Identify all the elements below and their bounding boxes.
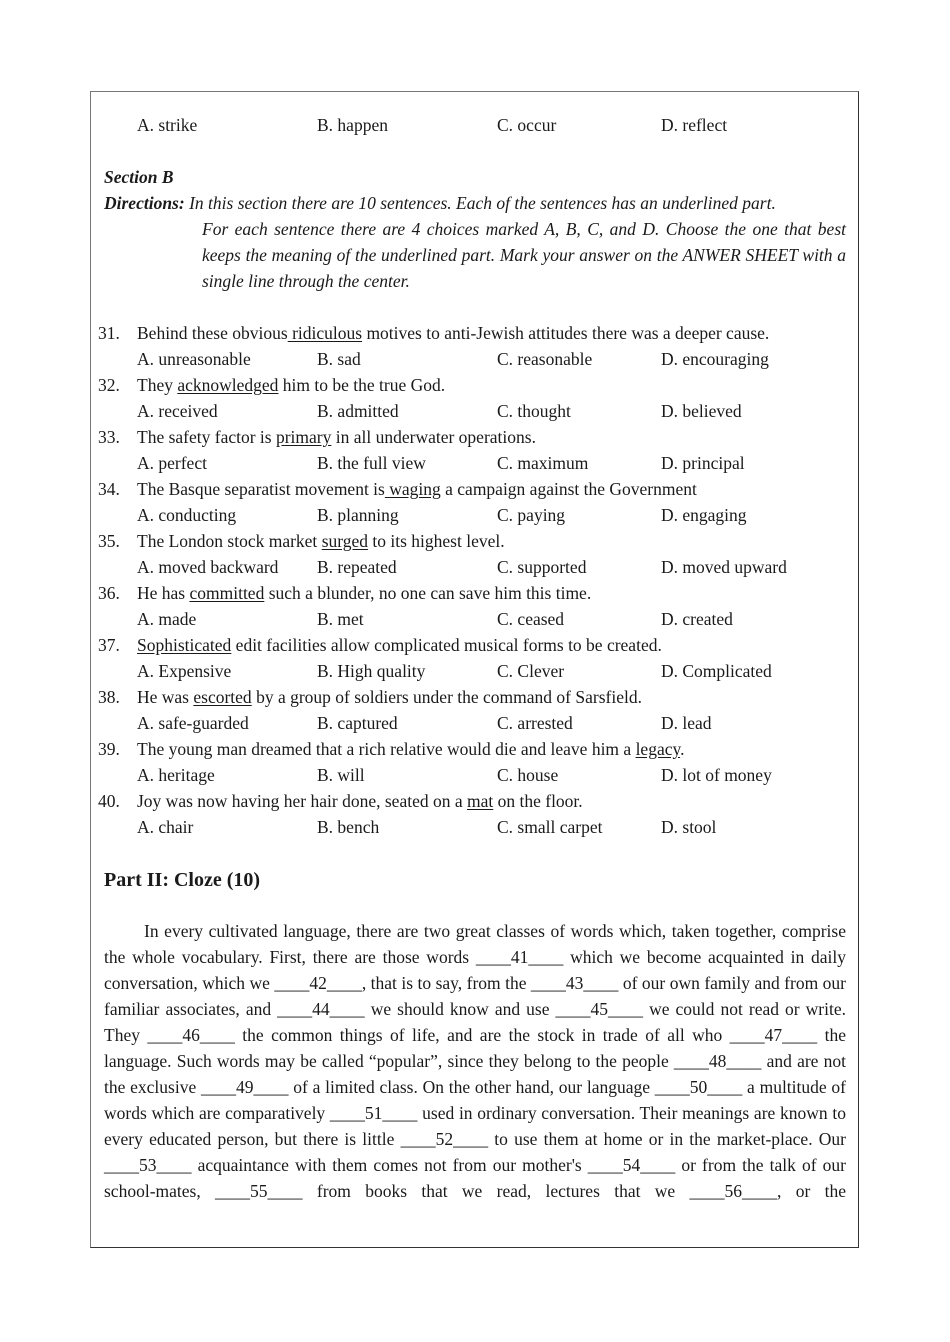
cloze-paragraph: In every cultivated language, there are two great classes of words which, taken together, comprise the whole vocabulary. First, there are those words ____41____ which we become acquainted in daily conversation, which we ____42____, that is to say, from the ____43____ of our own family and from our familiar associates, and ____44____ we should know and use ____45____ we could not read or write. They ____46____ the common things of life, and are the stock in trade of all who ____47____ the language. Such words may be called “popular”, since they belong to the people ____48____ and are not the exclusive ____49____ of a limited class. On the other hand, our language ____50____ a multitude of words which are comparatively ____51____ used in ordinary conversation. Their meanings are known to every educated person, but there is little ____52____ to use them at home or in the market-place. Our ____53____ acquaintance with them comes not from our mother's ____54____ or from the talk of our school-mates, ____55____ from books that we read, lectures that we ____56____, or the [104, 921, 846, 1201]
option-b[interactable]: B. planning [317, 505, 399, 525]
question-text-after: in all underwater operations. [331, 427, 536, 447]
option-c[interactable]: C. supported [497, 557, 587, 577]
section-b-directions [104, 190, 846, 294]
answer-options [91, 658, 858, 684]
question-number: 31. [98, 323, 120, 343]
answer-options [91, 710, 858, 736]
question-text-before: The Basque separatist movement is [137, 479, 385, 499]
option-d[interactable]: D. encouraging [661, 349, 769, 369]
question-text-after: to its highest level. [368, 531, 505, 551]
option-a[interactable]: A. safe-guarded [137, 713, 249, 733]
answer-options [91, 554, 858, 580]
option-c[interactable]: C. Clever [497, 661, 565, 681]
option-c: C. occur [497, 115, 557, 135]
underlined-word: ridiculous [287, 323, 363, 343]
directions-rest: For each sentence there are 4 choices marked A, B, C, and D. Choose the one that best keeps the meaning of the underlined part. Mark your answer on the ANWER SHEET with a single line through the center. [202, 219, 846, 291]
question-text-before: He was [137, 687, 194, 707]
question-text-before: The young man dreamed that a rich relative would die and leave him a [137, 739, 636, 759]
option-a[interactable]: A. received [137, 401, 218, 421]
option-b: B. happen [317, 115, 388, 135]
question-text-before: Behind these obvious [137, 323, 288, 343]
option-d[interactable]: D. lead [661, 713, 712, 733]
option-b[interactable]: B. met [317, 609, 364, 629]
part-2-title: Part II: Cloze (10) [104, 869, 261, 891]
exam-page [90, 91, 859, 1248]
option-a[interactable]: A. moved backward [137, 557, 279, 577]
option-a[interactable]: A. heritage [137, 765, 215, 785]
underlined-word: waging [384, 479, 441, 499]
question-number: 40. [98, 791, 120, 811]
question-item [91, 320, 858, 346]
question-text-after: . [680, 739, 685, 759]
option-b[interactable]: B. captured [317, 713, 398, 733]
underlined-word: Sophisticated [137, 635, 232, 655]
option-b[interactable]: B. High quality [317, 661, 426, 681]
option-d: D. reflect [661, 115, 728, 135]
option-c[interactable]: C. ceased [497, 609, 565, 629]
option-d[interactable]: D. engaging [661, 505, 747, 525]
question-number: 33. [98, 427, 120, 447]
answer-options [91, 762, 858, 788]
directions-first-line: In this section there are 10 sentences. Each of the sentences has an underlined part. [189, 193, 776, 213]
question-item [91, 632, 858, 658]
question-text [137, 476, 697, 502]
option-a[interactable]: A. made [137, 609, 197, 629]
option-c[interactable]: C. reasonable [497, 349, 593, 369]
option-c[interactable]: C. paying [497, 505, 566, 525]
question-item [91, 372, 858, 398]
answer-options [91, 606, 858, 632]
answer-options [91, 450, 858, 476]
option-c[interactable]: C. small carpet [497, 817, 603, 837]
question-item [91, 684, 858, 710]
option-d[interactable]: D. lot of money [661, 765, 772, 785]
answer-options [91, 502, 858, 528]
prev-question-options [91, 112, 858, 138]
question-number: 37. [98, 635, 120, 655]
question-text [137, 632, 662, 658]
option-c[interactable]: C. maximum [497, 453, 589, 473]
option-d[interactable]: D. moved upward [661, 557, 787, 577]
question-item [91, 528, 858, 554]
option-b[interactable]: B. the full view [317, 453, 426, 473]
option-b[interactable]: B. repeated [317, 557, 397, 577]
option-a[interactable]: A. Expensive [137, 661, 232, 681]
option-c[interactable]: C. arrested [497, 713, 573, 733]
question-text-after: a campaign against the Government [440, 479, 697, 499]
option-b[interactable]: B. admitted [317, 401, 399, 421]
option-a[interactable]: A. chair [137, 817, 194, 837]
option-b[interactable]: B. will [317, 765, 365, 785]
option-c[interactable]: C. thought [497, 401, 571, 421]
option-d[interactable]: D. believed [661, 401, 742, 421]
question-text [137, 528, 505, 554]
option-c[interactable]: C. house [497, 765, 559, 785]
question-text-after: motives to anti-Jewish attitudes there was a deeper cause. [362, 323, 770, 343]
underlined-word: legacy [635, 739, 681, 759]
underlined-word: surged [321, 531, 369, 551]
question-number: 34. [98, 479, 120, 499]
option-d[interactable]: D. principal [661, 453, 745, 473]
question-text-before: He has [137, 583, 190, 603]
question-number: 32. [98, 375, 120, 395]
option-a[interactable]: A. perfect [137, 453, 207, 473]
question-text-before: Joy was now having her hair done, seated on a [137, 791, 467, 811]
directions-label: Directions: [104, 193, 185, 213]
question-text-after: on the floor. [493, 791, 583, 811]
question-item [91, 736, 858, 762]
answer-options [91, 398, 858, 424]
question-item [91, 476, 858, 502]
question-number: 39. [98, 739, 120, 759]
answer-options [91, 346, 858, 372]
question-text-before: The London stock market [137, 531, 322, 551]
question-item [91, 788, 858, 814]
question-text-after: him to be the true God. [278, 375, 446, 395]
option-b[interactable]: B. sad [317, 349, 361, 369]
question-item [91, 424, 858, 450]
question-text [137, 788, 583, 814]
question-text [137, 320, 769, 346]
question-text-after: edit facilities allow complicated musical forms to be created. [231, 635, 662, 655]
question-text-after: such a blunder, no one can save him this time. [264, 583, 592, 603]
question-number: 35. [98, 531, 120, 551]
option-a: A. strike [137, 115, 198, 135]
underlined-word: mat [466, 791, 494, 811]
underlined-word: acknowledged [177, 375, 279, 395]
question-text-before: They [137, 375, 178, 395]
question-text-before: The safety factor is [137, 427, 276, 447]
underlined-word: committed [189, 583, 265, 603]
question-text [137, 424, 536, 450]
cloze-passage [104, 918, 846, 1204]
question-text-after: by a group of soldiers under the command of Sarsfield. [251, 687, 642, 707]
option-d[interactable]: D. Complicated [661, 661, 772, 681]
underlined-word: escorted [193, 687, 252, 707]
option-a[interactable]: A. conducting [137, 505, 237, 525]
option-a[interactable]: A. unreasonable [137, 349, 251, 369]
question-text [137, 684, 642, 710]
answer-options [91, 814, 858, 840]
option-b[interactable]: B. bench [317, 817, 380, 837]
underlined-word: primary [275, 427, 332, 447]
question-item [91, 580, 858, 606]
question-text [137, 580, 591, 606]
question-number: 38. [98, 687, 120, 707]
option-d[interactable]: D. created [661, 609, 733, 629]
option-d[interactable]: D. stool [661, 817, 717, 837]
question-text [137, 736, 684, 762]
section-b-title: Section B [104, 167, 174, 187]
question-number: 36. [98, 583, 120, 603]
question-text [137, 372, 445, 398]
